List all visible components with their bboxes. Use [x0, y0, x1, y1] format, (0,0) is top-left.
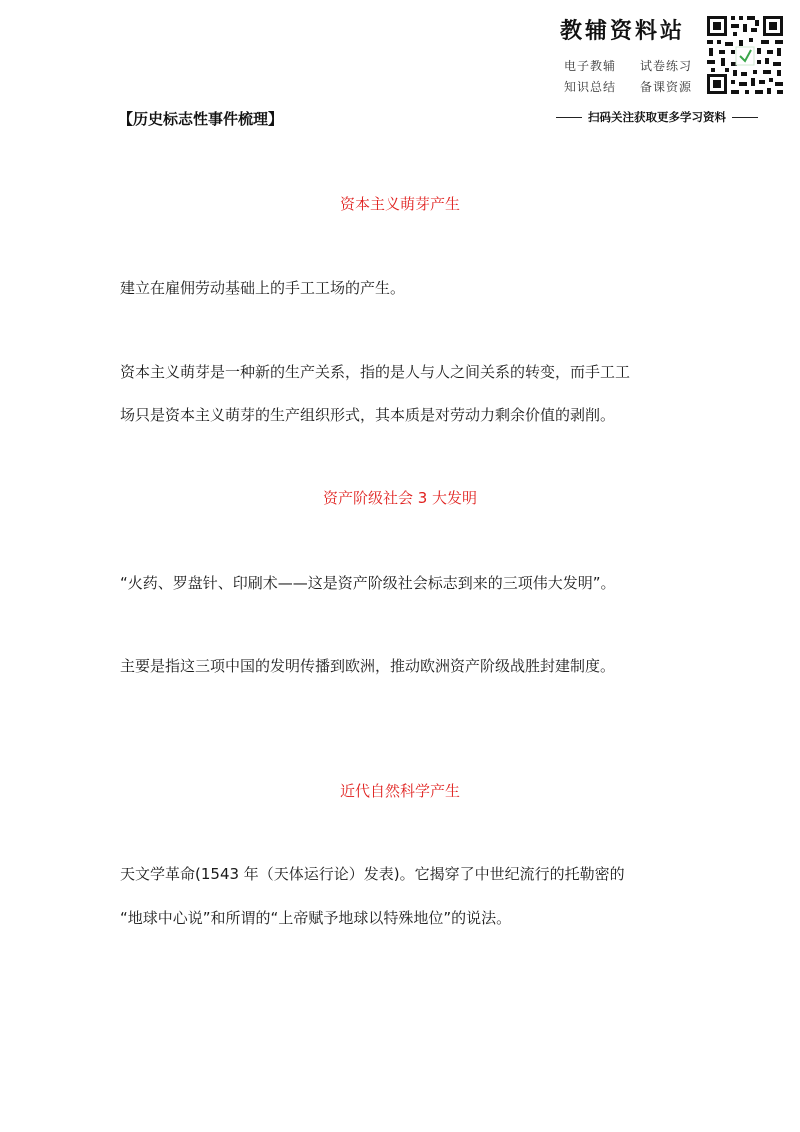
section-title-capitalism-sprouts: 资本主义萌芽产生	[339, 195, 460, 213]
scan-tip	[556, 109, 786, 125]
link-knowledge-summary[interactable]: 知识总结	[564, 80, 617, 94]
brand-links	[560, 57, 700, 95]
scan-tip-text: 扫码关注获取更多学习资料	[588, 110, 726, 124]
scan-tip-right-line	[732, 117, 758, 118]
qr-code-icon	[705, 14, 785, 96]
paragraph: “地球中心说”和所谓的“上帝赋予地球以特殊地位”的说法。	[120, 909, 512, 927]
section-title-natural-science: 近代自然科学产生	[339, 782, 460, 800]
brand-title: 教辅资料站	[560, 19, 686, 44]
link-exam-practice[interactable]: 试卷练习	[640, 59, 693, 73]
paragraph: “火药、罗盘针、印刷术——这是资产阶级社会标志到来的三项伟大发明”。	[120, 574, 616, 592]
paragraph: 场只是资本主义萌芽的生产组织形式，其本质是对劳动力剩余价值的剥削。	[120, 406, 616, 424]
paragraph: 主要是指这三项中国的发明传播到欧洲，推动欧洲资产阶级战胜封建制度。	[120, 657, 616, 675]
paragraph: 建立在雇佣劳动基础上的手工工场的产生。	[120, 279, 406, 297]
link-electronic-tutoring[interactable]: 电子教辅	[564, 59, 617, 73]
paragraph: 天文学革命(1543 年（天体运行论）发表)。它揭穿了中世纪流行的托勒密的	[120, 865, 625, 883]
brand-block	[560, 14, 700, 95]
paragraph: 资本主义萌芽是一种新的生产关系，指的是人与人之间关系的转变，而手工工	[120, 363, 631, 381]
link-lesson-resources[interactable]: 备课资源	[640, 80, 693, 94]
page-title: 【历史标志性事件梳理】	[118, 110, 284, 128]
scan-tip-left-line	[556, 117, 582, 118]
section-title-three-inventions: 资产阶级社会 3 大发明	[322, 489, 478, 507]
